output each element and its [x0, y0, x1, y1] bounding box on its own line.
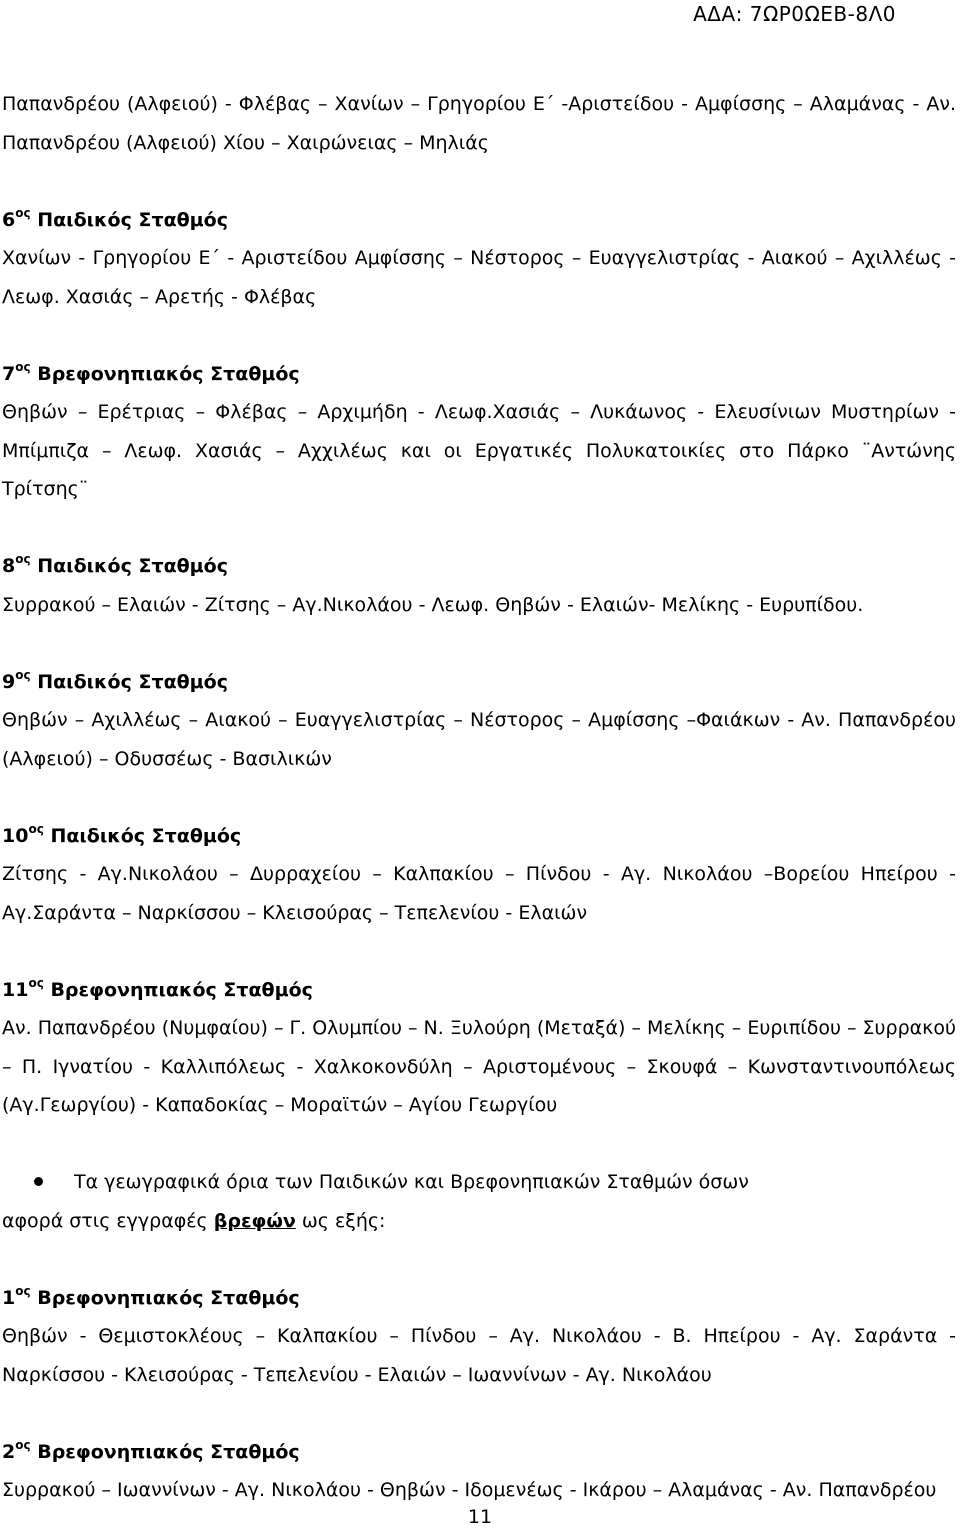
section-8: [0, 547, 960, 624]
section-title: $11^{o\varsigma}$ Βρεφονηπιακός Σταθμός: [2, 975, 313, 1001]
section-title: $6^{o\varsigma}$ Παιδικός Σταθμός: [2, 205, 228, 231]
section-11: [0, 971, 960, 1125]
document-body: [0, 85, 960, 1510]
section-title: $1^{o\varsigma}$ Βρεφονηπιακός Σταθμός: [2, 1283, 300, 1309]
ada-code: ΑΔΑ: 7ΩΡ0ΩΕΒ-8Λ0: [693, 2, 896, 26]
section-streets: Συρρακού – Ιωαννίνων - Αγ. Νικολάου - Θηβών - Ιδομενέως - Ικάρου – Αλαμάνας - Αν. Παπανδρέου: [2, 1479, 937, 1501]
section-title: $7^{o\varsigma}$ Βρεφονηπιακός Σταθμός: [2, 359, 300, 385]
infants-bullet: [0, 1163, 960, 1240]
section-title: $8^{o\varsigma}$ Παιδικός Σταθμός: [2, 552, 228, 577]
section-title: $2^{o\varsigma}$ Βρεφονηπιακός Σταθμός: [2, 1437, 300, 1463]
section-title: $10^{o\varsigma}$ Παιδικός Σταθμός: [2, 821, 242, 847]
section-streets: Θηβών – Ερέτριας – Φλέβας – Αρχιμήδη - Λεωφ.Χασιάς – Λυκάωνος - Ελευσίνιων Μυστηρίων - Μπίμπιζα – Λεωφ. Χασιάς – Αχχιλέως και οι Εργατικές Πολυκατοικίες στο Πάρκο ¨Αντώνης Τρίτσης¨: [2, 401, 956, 500]
section-streets: Θηβών - Θεμιστοκλέους – Καλπακίου – Πίνδου – Αγ. Νικολάου - Β. Ηπείρου - Αγ. Σαράντα - Ναρκίσσου - Κλεισούρας - Τεπελενίου - Ελαιών – Ιωαννίνων - Αγ. Νικολάου: [2, 1325, 956, 1386]
infants-emphasis: βρεφών: [213, 1209, 296, 1232]
bullet-dot-icon: [34, 1177, 43, 1186]
section-streets: Ζίτσης - Αγ.Νικολάου – Δυρραχείου – Καλπακίου – Πίνδου - Αγ. Νικολάου –Βορείου Ηπείρου - Αγ.Σαράντα – Ναρκίσσου – Κλεισούρας – Τεπελενίου - Ελαιών: [2, 863, 956, 924]
section-title: $9^{o\varsigma}$ Παιδικός Σταθμός: [2, 667, 228, 693]
section-streets: Αν. Παπανδρέου (Νυμφαίου) – Γ. Ολυμπίου – Ν. Ξυλούρη (Μεταξά) – Μελίκης – Ευριπίδου – Συρρακού – Π. Ιγνατίου - Καλλιπόλεως - Χαλκοκονδύλη – Αριστομένους – Σκουφά – Κωνσταντινουπόλεως (Αγ.Γεωργίου) - Καπαδοκίας – Μοραϊτών – Αγίου Γεωργίου: [2, 1017, 956, 1116]
section-9: [0, 663, 960, 779]
page-number: 11: [467, 1506, 493, 1528]
intro-paragraph: Παπανδρέου (Αλφειού) - Φλέβας – Χανίων – Γρηγορίου Ε΄ -Αριστείδου - Αμφίσσης – Αλαμάνας - Αν. Παπανδρέου (Αλφειού) Χίου – Χαιρώνειας – Μηλιάς: [2, 93, 956, 154]
section-streets: Συρρακού – Ελαιών - Ζίτσης – Αγ.Νικολάου - Λεωφ. Θηβών - Ελαιών- Μελίκης - Ευρυπίδου.: [2, 593, 864, 616]
section-streets: Χανίων - Γρηγορίου Ε΄ - Αριστείδου Αμφίσσης – Νέστορος – Ευαγγελιστρίας - Αιακού – Αχιλλέως - Λεωφ. Χασιάς – Αρετής - Φλέβας: [2, 247, 956, 308]
baby-section-2: [0, 1433, 960, 1510]
bullet-line-continued: αφορά στις εγγραφές βρεφών ως εξής:: [2, 1209, 386, 1232]
section-6: [0, 201, 960, 317]
section-10: [0, 817, 960, 933]
section-7: [0, 355, 960, 509]
section-streets: Θηβών – Αχιλλέως – Αιακού – Ευαγγελιστρίας – Νέστορος – Αμφίσσης –Φαιάκων - Αν. Παπανδρέου (Αλφειού) – Οδυσσέως - Βασιλικών: [2, 709, 956, 770]
baby-section-1: [0, 1279, 960, 1395]
bullet-line: Τα γεωγραφικά όρια των Παιδικών και Βρεφονηπιακών Σταθμών όσων: [0, 1163, 960, 1202]
